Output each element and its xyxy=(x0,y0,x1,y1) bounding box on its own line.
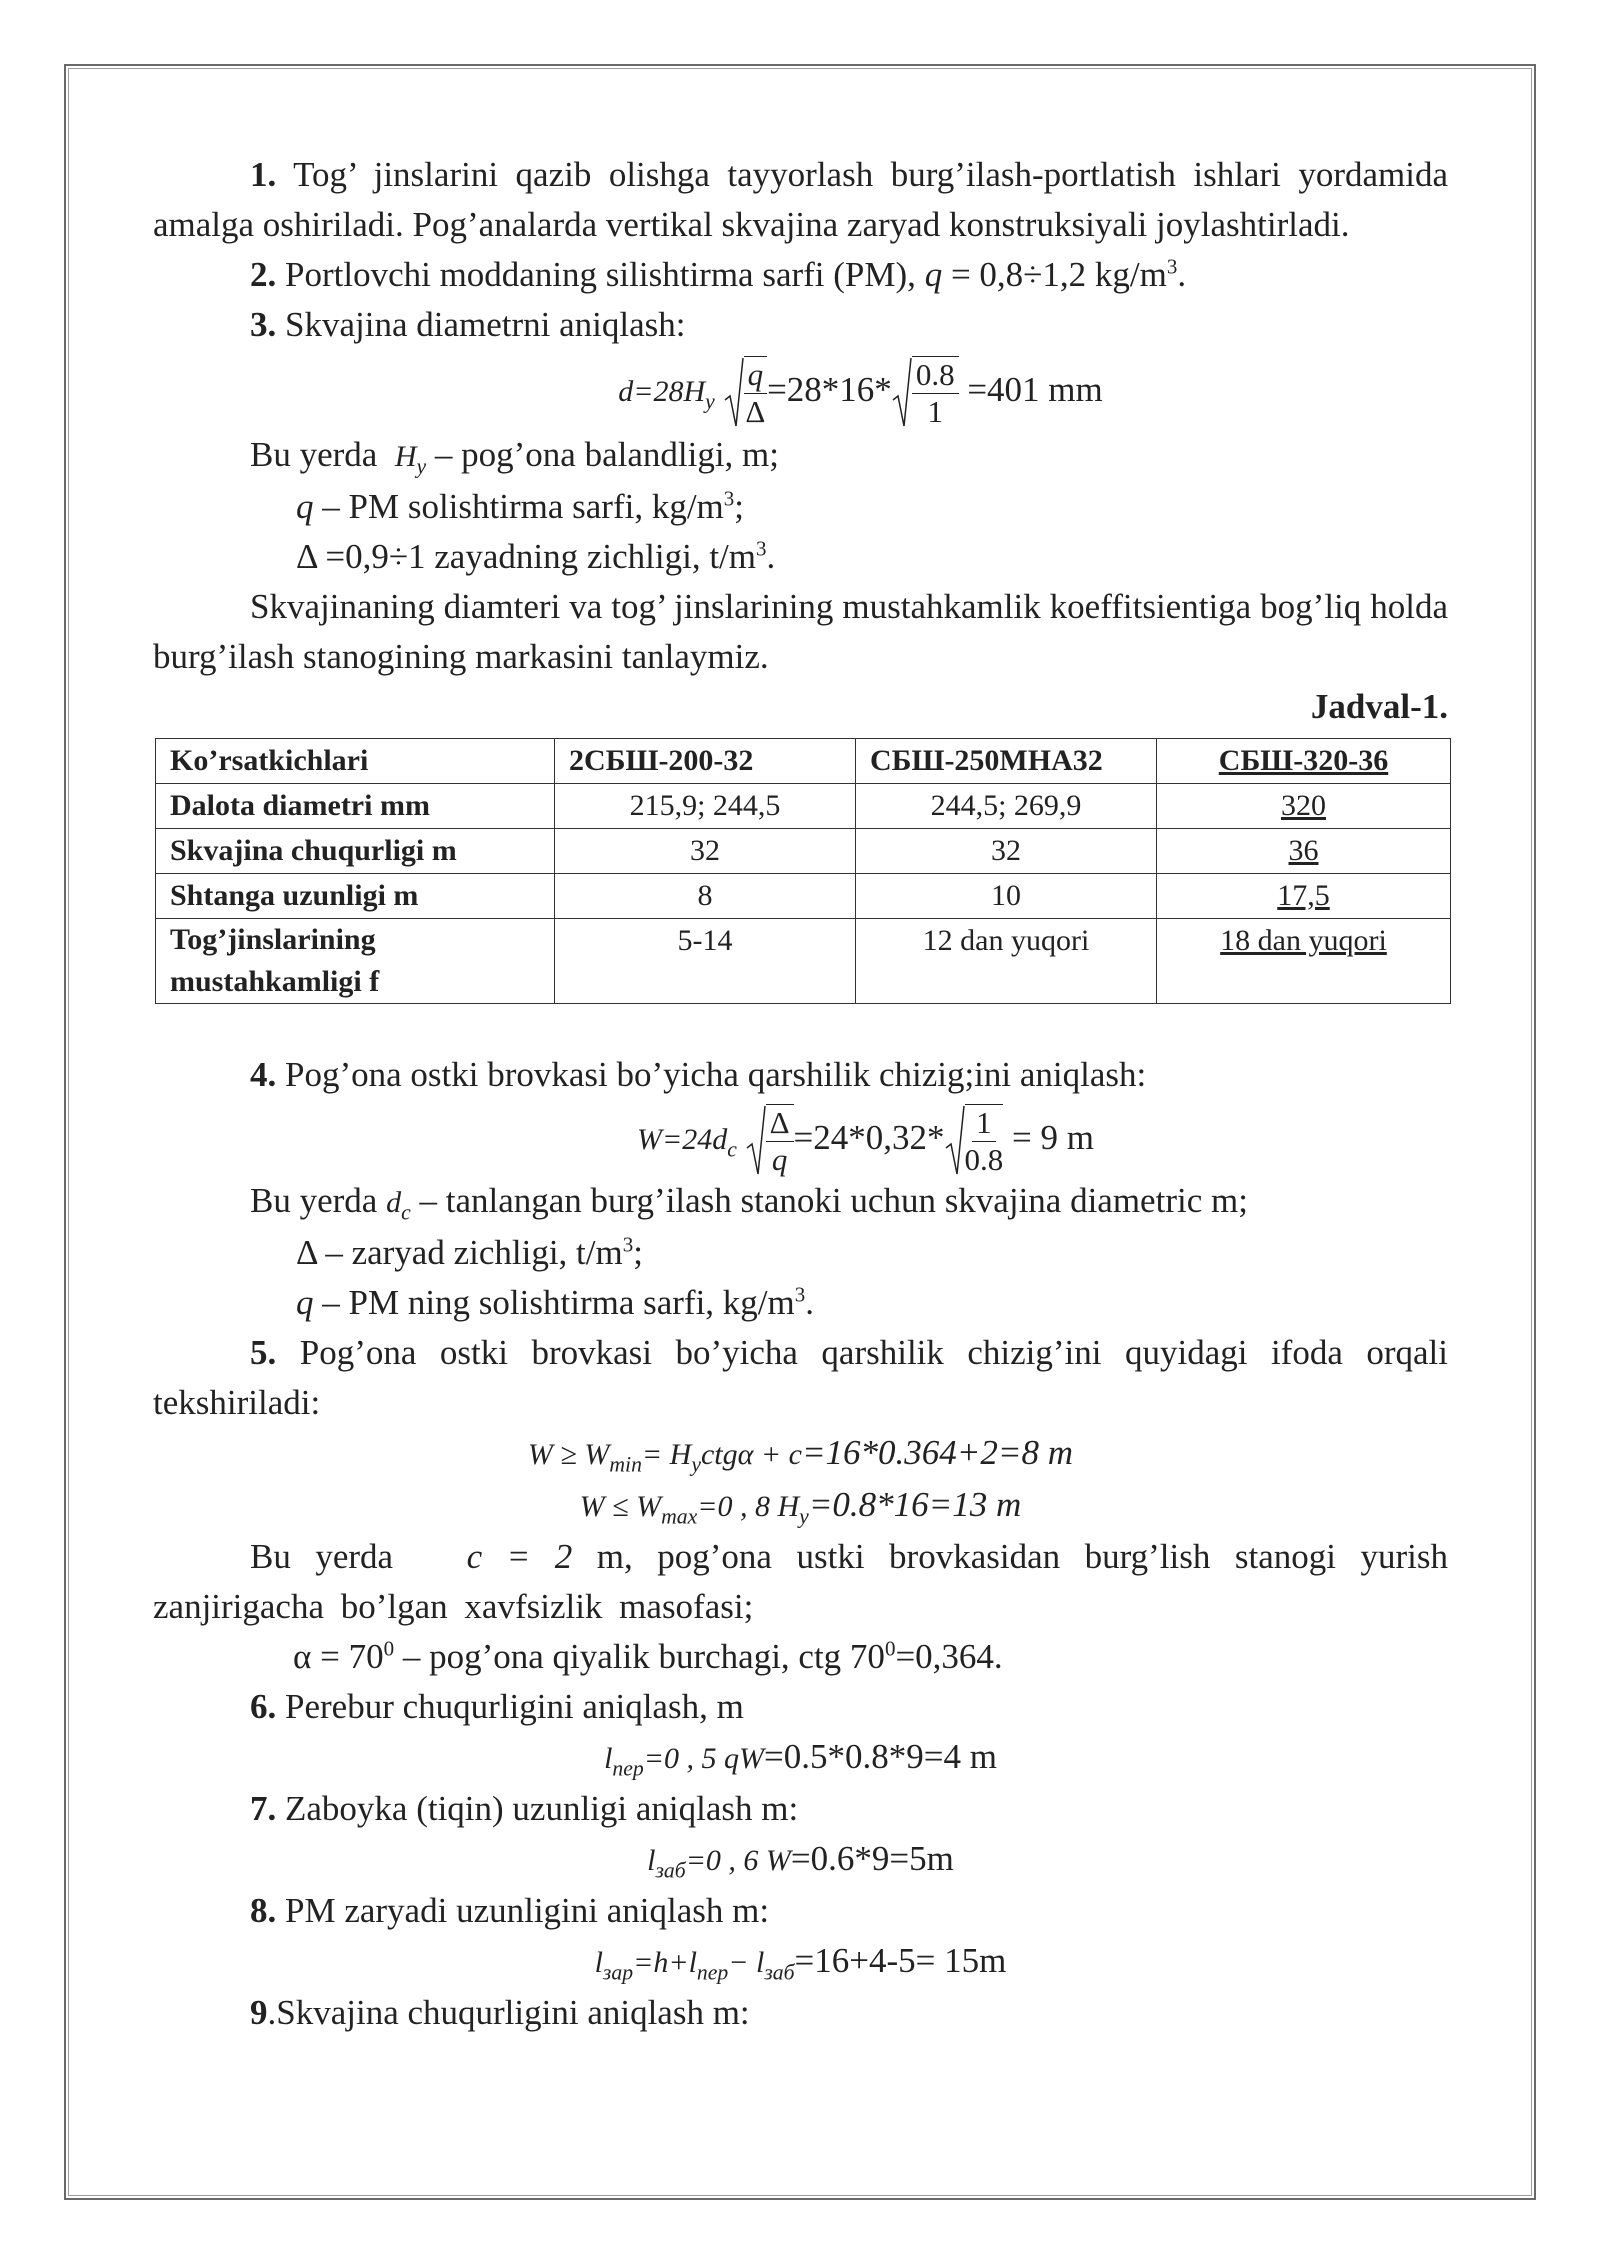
superscript: 3 xyxy=(1166,254,1178,279)
step-number: 4. xyxy=(250,1055,277,1094)
subscript: заб xyxy=(764,1960,795,1985)
subscript: y xyxy=(416,454,427,479)
formula-part: =0 , 5 qW xyxy=(643,1742,764,1775)
definition-dc xyxy=(153,1176,1448,1228)
table-cell: Dalota diametri mm xyxy=(156,784,555,829)
step-number: 9 xyxy=(250,1993,268,2032)
paragraph-text: Tog’ jinslarini qazib olishga tayyorlash burg’ilash-portlatish ishlari yordamida amalga oshiriladi. Pog’analarda vertikal skvajina zaryad konstruksiyali joylashtirladi. xyxy=(153,155,1448,244)
table-cell: 5-14 xyxy=(555,919,856,1004)
table-cell: 32 xyxy=(856,829,1157,874)
table-header-cell: Ko’rsatkichlari xyxy=(156,739,555,784)
step-number: 8. xyxy=(250,1891,277,1930)
paragraph-7 xyxy=(153,1784,1448,1834)
sqrt-1 xyxy=(724,356,768,430)
formula-lhs: d=28 xyxy=(618,375,684,408)
superscript: 3 xyxy=(794,1282,806,1307)
definition-delta xyxy=(153,532,1448,582)
radical-sign xyxy=(746,1104,766,1176)
subscript: пер xyxy=(696,1960,729,1985)
formula-lhs: W ≤ W xyxy=(579,1490,662,1523)
numerator: 0.8 xyxy=(912,357,959,394)
formula-mid: =24*0,32* xyxy=(793,1118,945,1157)
var-q: q xyxy=(296,487,314,526)
var-l: l xyxy=(604,1742,613,1775)
subscript: y xyxy=(799,1504,809,1529)
formula-wmax xyxy=(153,1480,1448,1532)
numerator: Δ xyxy=(766,1105,794,1142)
formula-result: =0.8*16=13 m xyxy=(808,1485,1022,1524)
punct: ; xyxy=(734,487,745,526)
formula-resistance-line xyxy=(283,1100,1448,1176)
subscript: y xyxy=(691,1452,701,1477)
formula-part: = H xyxy=(641,1438,692,1471)
machines-table xyxy=(155,738,1451,1004)
subscript: заб xyxy=(655,1858,686,1883)
denominator: 0.8 xyxy=(964,1141,1004,1177)
cell-text: 18 dan yuqori xyxy=(1220,924,1387,957)
formula-lhs: W=24 xyxy=(636,1123,713,1156)
definition-q-2 xyxy=(153,1278,1448,1328)
paragraph-4 xyxy=(153,1050,1448,1100)
subscript: min xyxy=(609,1452,642,1477)
formula-result: =401 mm xyxy=(967,370,1103,409)
formula-diameter xyxy=(273,350,1448,430)
fraction xyxy=(766,1104,794,1178)
paragraph-text: PM zaryadi uzunligini aniqlash m: xyxy=(285,1891,770,1930)
formula-perebur xyxy=(153,1732,1448,1784)
sqrt-2 xyxy=(945,1104,1004,1178)
fraction xyxy=(912,356,959,430)
var-l: l xyxy=(647,1844,656,1877)
formula-part: − l xyxy=(728,1946,765,1979)
definition-part: α = 70 xyxy=(293,1637,384,1676)
superscript: 3 xyxy=(723,486,735,511)
table-cell: 215,9; 244,5 xyxy=(555,784,856,829)
var-d: d xyxy=(386,1186,402,1219)
definition-part: =0,364. xyxy=(895,1637,1003,1676)
sqrt-2 xyxy=(892,356,959,430)
subscript: пер xyxy=(612,1756,644,1781)
header-text: СБШ-320-36 xyxy=(1218,744,1389,777)
formula-mid: =28*16* xyxy=(767,370,892,409)
step-number: 1. xyxy=(250,155,277,194)
var-H: H xyxy=(683,375,706,408)
definition-text: – pog’ona balandligi, m; xyxy=(434,435,779,474)
definition-text: – PM ning solishtirma sarfi, kg/m xyxy=(322,1283,795,1322)
table-row xyxy=(156,874,1451,919)
table-header-cell: 2СБШ-200-32 xyxy=(555,739,856,784)
formula-result: =0.6*9=5m xyxy=(790,1839,954,1878)
numerator: q xyxy=(744,357,768,394)
denominator: q xyxy=(771,1141,788,1177)
formula-wmin xyxy=(153,1428,1448,1480)
formula-charge-length xyxy=(153,1936,1448,1988)
sqrt-1 xyxy=(746,1104,794,1178)
table-cell: Skvajina chuqurligi m xyxy=(156,829,555,874)
paragraph-text: Perebur chuqurligini aniqlash, m xyxy=(285,1687,744,1726)
formula-lhs: W ≥ W xyxy=(527,1438,610,1471)
formula-result: =0.5*0.8*9=4 m xyxy=(763,1737,997,1776)
spacer xyxy=(153,1004,1448,1050)
table-cell: 8 xyxy=(555,874,856,919)
paragraph-text: Zaboyka (tiqin) uzunligi aniqlash m: xyxy=(285,1789,799,1828)
punct: . xyxy=(805,1283,814,1322)
superscript: 0 xyxy=(383,1636,395,1661)
paragraph-2 xyxy=(153,250,1448,300)
paragraph-text: = 0,8÷1,2 kg/m xyxy=(950,255,1167,294)
punct: . xyxy=(1177,255,1187,294)
formula-result: = 9 m xyxy=(1012,1118,1095,1157)
paragraph-safety-distance xyxy=(153,1532,1448,1632)
definition-text: Δ =0,9÷1 zayadning zichligi, t/m xyxy=(296,537,756,576)
lead-text: Bu yerda xyxy=(250,1537,394,1576)
cell-text: 36 xyxy=(1288,834,1319,867)
step-number: 5. xyxy=(250,1333,277,1372)
var-l: l xyxy=(594,1946,603,1979)
table-header-cell xyxy=(1157,739,1451,784)
table-cell: 32 xyxy=(555,829,856,874)
paragraph-1 xyxy=(153,150,1448,250)
table-row xyxy=(156,829,1451,874)
paragraph-text: Pog’ona ostki brovkasi bo’yicha qarshilik chizig;ini aniqlash: xyxy=(285,1055,1147,1094)
subscript: зар xyxy=(602,1960,634,1985)
paragraph-text: Pog’ona ostki brovkasi bo’yicha qarshilik chizig’ini quyidagi ifoda orqali tekshiriladi: xyxy=(153,1333,1448,1422)
formula-part: =h+l xyxy=(633,1946,697,1979)
step-number: 3. xyxy=(250,305,277,344)
table-caption: Jadval-1. xyxy=(1310,687,1448,726)
definition-text: – pog’ona qiyalik burchagi, ctg 70 xyxy=(402,1637,885,1676)
definition-text: – PM solishtirma sarfi, kg/m xyxy=(322,487,724,526)
radical-sign xyxy=(724,356,744,428)
paragraph-select: Skvajinaning diamteri va tog’ jinslarining mustahkamlik koeffitsientiga bog’liq holda burg’ilash stanogining markasini tanlaymiz. xyxy=(153,587,1448,676)
lead-text: Bu yerda xyxy=(250,1181,378,1220)
lead-text: Bu yerda xyxy=(250,435,378,474)
denominator: 1 xyxy=(927,393,943,429)
cell-text: 320 xyxy=(1281,789,1326,822)
step-number: 6. xyxy=(250,1687,277,1726)
fraction xyxy=(965,1104,1004,1178)
fraction xyxy=(744,356,768,430)
table-cell: 12 dan yuqori xyxy=(856,919,1157,1004)
var-H: H xyxy=(394,440,417,473)
numerator: 1 xyxy=(972,1105,996,1142)
superscript: 0 xyxy=(884,1636,896,1661)
paragraph-8 xyxy=(153,1886,1448,1936)
paragraph-text: Portlovchi moddaning silishtirma sarfi (PM), xyxy=(285,255,916,294)
paragraph-text: Skvajina diametrni aniqlash: xyxy=(285,305,686,344)
formula-part: =0 , 6 W xyxy=(685,1844,791,1877)
table-cell: 10 xyxy=(856,874,1157,919)
table-cell xyxy=(1157,829,1451,874)
paragraph-text: m, pog’ona ustki brovkasidan burg’lish stanogi yurish zanjirigacha bo’lgan xavfsizlik masofasi; xyxy=(153,1537,1449,1626)
formula-zaboyka xyxy=(153,1834,1448,1886)
var-q: q xyxy=(924,255,943,294)
superscript: 3 xyxy=(756,536,767,561)
denominator: Δ xyxy=(745,393,766,429)
document-body xyxy=(153,150,1448,2038)
paragraph-3 xyxy=(153,300,1448,350)
step-number: 2. xyxy=(250,255,277,294)
definition-q xyxy=(153,482,1448,532)
table-cell xyxy=(1157,919,1451,1004)
paragraph-text: .Skvajina chuqurligini aniqlash m: xyxy=(267,1993,750,2032)
subscript: y xyxy=(705,389,715,414)
var-d: d xyxy=(712,1123,728,1156)
paragraph-9 xyxy=(153,1988,1448,2038)
punct: . xyxy=(766,537,776,576)
table-cell xyxy=(1157,784,1451,829)
table-header-row xyxy=(156,739,1451,784)
cell-text: 17,5 xyxy=(1277,879,1330,912)
subscript: c xyxy=(401,1200,411,1225)
var-c: c = 2 xyxy=(466,1537,573,1576)
step-number: 7. xyxy=(250,1789,277,1828)
definition-delta-2 xyxy=(153,1228,1448,1278)
superscript: 3 xyxy=(622,1232,634,1257)
punct: ; xyxy=(633,1233,643,1272)
definition-text: Δ – zaryad zichligi, t/m xyxy=(296,1233,623,1272)
var-q: q xyxy=(296,1283,314,1322)
table-cell: Tog’jinslarining mustahkamligi f xyxy=(156,919,555,1004)
table-cell xyxy=(1157,874,1451,919)
table-cell: Shtanga uzunligi m xyxy=(156,874,555,919)
table-row xyxy=(156,919,1451,1004)
table-cell: 244,5; 269,9 xyxy=(856,784,1157,829)
paragraph-5 xyxy=(153,1328,1448,1428)
definition-alpha xyxy=(153,1632,1448,1682)
table-row xyxy=(156,784,1451,829)
subscript: c xyxy=(727,1137,737,1162)
definition-text: – tanlangan burg’ilash stanoki uchun skvajina diametric m; xyxy=(419,1181,1248,1220)
formula-part: ctgα + c xyxy=(700,1438,802,1471)
formula-result: =16*0.364+2=8 m xyxy=(801,1433,1074,1472)
subscript: max xyxy=(661,1504,698,1529)
definition-H xyxy=(153,430,1448,482)
formula-result: =16+4-5= 15m xyxy=(794,1941,1007,1980)
radical-sign xyxy=(945,1104,965,1176)
radical-sign xyxy=(892,356,912,428)
formula-part: =0 , 8 H xyxy=(697,1490,800,1523)
paragraph-6 xyxy=(153,1682,1448,1732)
table-header-cell: СБШ-250МНА32 xyxy=(856,739,1157,784)
